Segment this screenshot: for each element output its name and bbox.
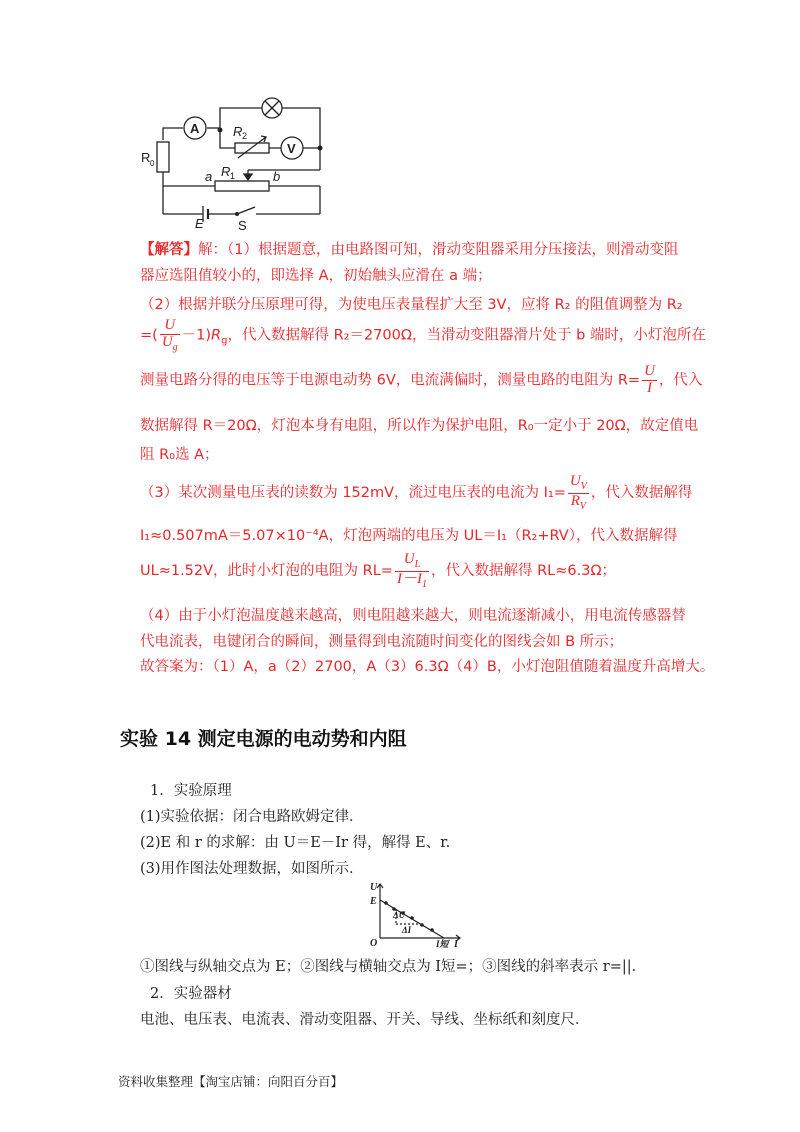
answer-text: 解：（1）根据题意，由电路图可知，滑动变阻器采用分压接法，则滑动变阻 — [198, 242, 679, 258]
r1-label: R — [221, 164, 231, 179]
voltmeter-label: V — [287, 141, 296, 156]
answer-line-6: 数据解得 R＝20Ω，灯泡本身有电阻，所以作为保护电阻，R₀一定小于 20Ω，故定值电 — [140, 418, 699, 434]
r0-sub: 0 — [150, 159, 155, 168]
r1-sub: 1 — [230, 171, 236, 181]
answer-line-1 — [140, 238, 678, 259]
principle-solve: (2)E 和 r 的求解：由 U＝E－Ir 得，解得 E、r. — [140, 835, 451, 851]
graph-du-label: ΔU — [393, 910, 406, 920]
graph-e-label: E — [370, 896, 377, 907]
ammeter-label: A — [190, 121, 200, 136]
graph-o-label: O — [370, 938, 378, 948]
answer-line-8: （3）某次测量电压表的读数为 152mV，流过电压表的电流为 I₁= $\frac{U_V}{R_V}$ ，代入数据解得 — [140, 473, 693, 512]
graph-u-label: U — [370, 882, 378, 893]
answer-line-11: （4）由于小灯泡温度越来越高，则电阻越来越大，则电流逐渐减小，用电流传感器替 — [140, 608, 686, 624]
footer-text: 资料收集整理【淘宝店铺：向阳百分百】 — [118, 1074, 344, 1089]
answer-line-2: 器应选阻值较小的，即选择 A，初始触头应滑在 a 端； — [140, 268, 492, 284]
answer-line-13: 故答案为：（1）A，a（2）2700，A（3）6.3Ω（4）B，小灯泡阻值随着温度升高增大。 — [140, 659, 715, 675]
fraction-u-ug: $\frac{U}{U_g}$ — [161, 317, 178, 353]
s-label: S — [238, 218, 247, 230]
a-label: a — [205, 169, 213, 184]
answer-line-12: 代电流表，电键闭合的瞬间，测量得到电流随时间变化的图线会如 B 所示； — [140, 634, 624, 650]
answer-line-4: =( $\frac{U}{U_g}$ $-1)R_g$，代入数据解得 R₂＝2700Ω，当滑动变阻器滑片处于 b 端时，小灯泡所在 — [140, 317, 706, 353]
fraction-ul-ii1: $\frac{U_L}{I-I_1}$ — [396, 551, 427, 590]
circuit-diagram — [135, 90, 335, 230]
r0-label: R — [141, 150, 151, 165]
answer-line-10: UL≈1.52V，此时小灯泡的电阻为 RL= $\frac{U_L}{I-I_1}$ ，代入数据解得 RL≈6.3Ω； — [140, 551, 617, 590]
answer-line-9: I₁≈0.507mA＝5.07×10⁻⁴A，灯泡两端的电压为 UL＝I₁（R₂+RV），代入数据解得 — [140, 528, 678, 544]
answer-line-7: 阻 R₀选 A； — [140, 447, 219, 463]
graph-interpretation: ①图线与纵轴交点为 E；②图线与横轴交点为 I短=；③图线的斜率表示 r=||. — [140, 959, 637, 975]
fraction-uv-rv: $\frac{U_V}{R_V}$ — [569, 473, 587, 512]
r2-label: R — [233, 124, 243, 139]
e-label: E — [195, 216, 204, 230]
principle-basis: (1)实验依据：闭合电路欧姆定律． — [140, 809, 364, 825]
graph-ishort-label: I短 — [436, 939, 449, 948]
section-title: 实验 14 测定电源的电动势和内阻 — [120, 728, 407, 750]
equipment-list: 电池、电压表、电流表、滑动变阻器、开关、导线、坐标纸和刻度尺． — [140, 1012, 590, 1028]
fraction-u-i: $\frac{U}{I}$ — [644, 363, 655, 396]
principle-graph: (3)用作图法处理数据，如图所示． — [140, 861, 364, 877]
answer-tag: 【解答】 — [140, 242, 198, 258]
b-label: b — [273, 169, 281, 184]
graph-i-label: I — [454, 939, 458, 948]
graph-di-label: ΔI — [402, 925, 412, 935]
ui-graph — [368, 880, 468, 948]
answer-line-3: （2）根据并联分压原理可得，为使电压表量程扩大至 3V，应将 R₂ 的阻值调整为 R₂ — [140, 297, 683, 313]
principle-heading: 1．实验原理 — [150, 783, 232, 799]
equipment-heading: 2．实验器材 — [150, 986, 232, 1002]
r2-sub: 2 — [242, 131, 248, 141]
answer-line-5: 测量电路分得的电压等于电源电动势 6V，电流满偏时，测量电路的电阻为 R= $\frac{U}{I}$ ，代入 — [140, 363, 703, 396]
